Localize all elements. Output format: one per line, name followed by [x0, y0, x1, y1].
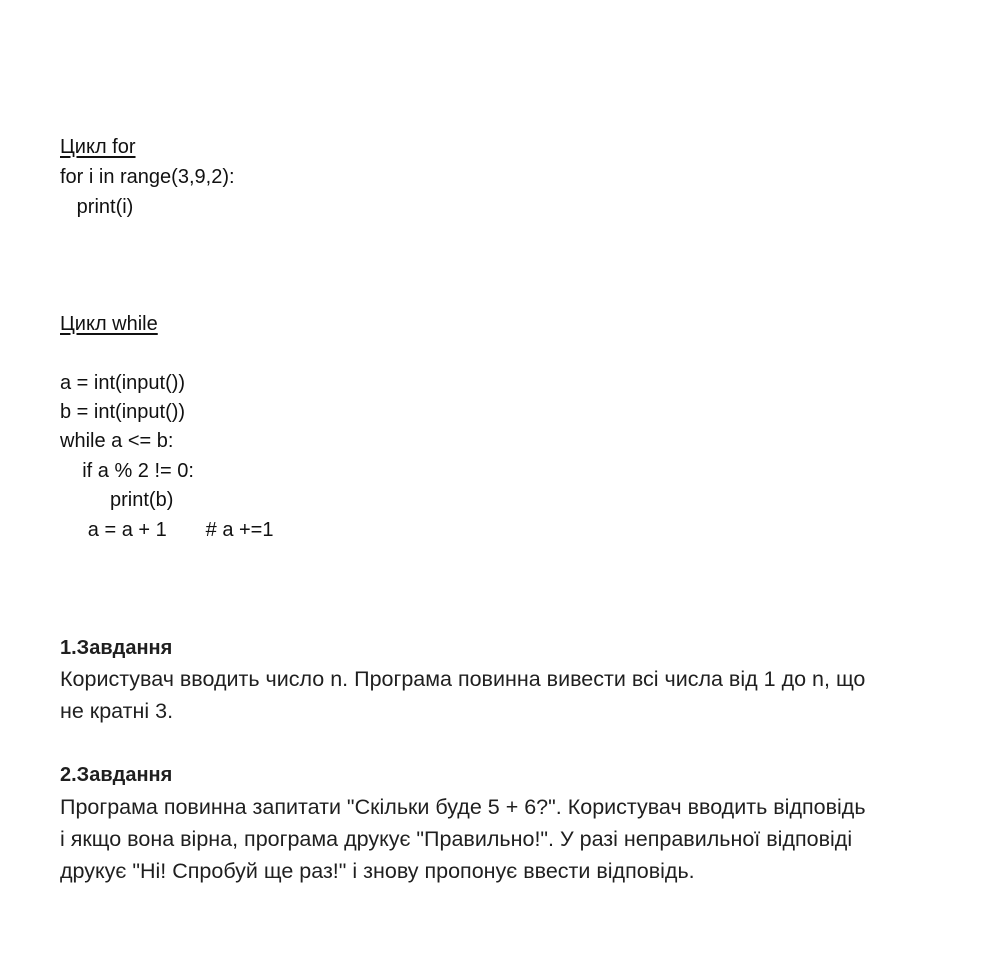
for-loop-heading: Цикл for	[60, 136, 136, 158]
task-text-line: друкує "Ні! Спробуй ще раз!" і знову пропонує ввести відповідь.	[60, 859, 695, 883]
task-text-line: і якщо вона вірна, програма друкує "Правильно!". У разі неправильної відповіді	[60, 827, 853, 851]
task-2-title: 2.Завдання	[60, 764, 173, 786]
code-line: a = int(input())	[60, 372, 186, 394]
task-text-line: Програма повинна запитати "Скільки буде 5 + 6?". Користувач вводить відповідь	[60, 795, 866, 819]
task-text-line: не кратні 3.	[60, 699, 174, 723]
task-1-text	[60, 663, 980, 727]
task-2-text	[60, 791, 980, 887]
code-line: a = a + 1 # a +=1	[60, 519, 274, 541]
code-line: for i in range(3,9,2):	[60, 166, 235, 188]
code-line: print(i)	[60, 196, 134, 218]
while-loop-heading: Цикл while	[60, 313, 158, 335]
code-line: if a % 2 != 0:	[60, 460, 194, 482]
task-text-line: Користувач вводить число n. Програма повинна вивести всі числа від 1 до n, що	[60, 667, 866, 691]
code-line: b = int(input())	[60, 401, 186, 423]
code-line: while a <= b:	[60, 430, 174, 452]
task-1-title: 1.Завдання	[60, 637, 173, 659]
code-line: print(b)	[60, 489, 174, 511]
